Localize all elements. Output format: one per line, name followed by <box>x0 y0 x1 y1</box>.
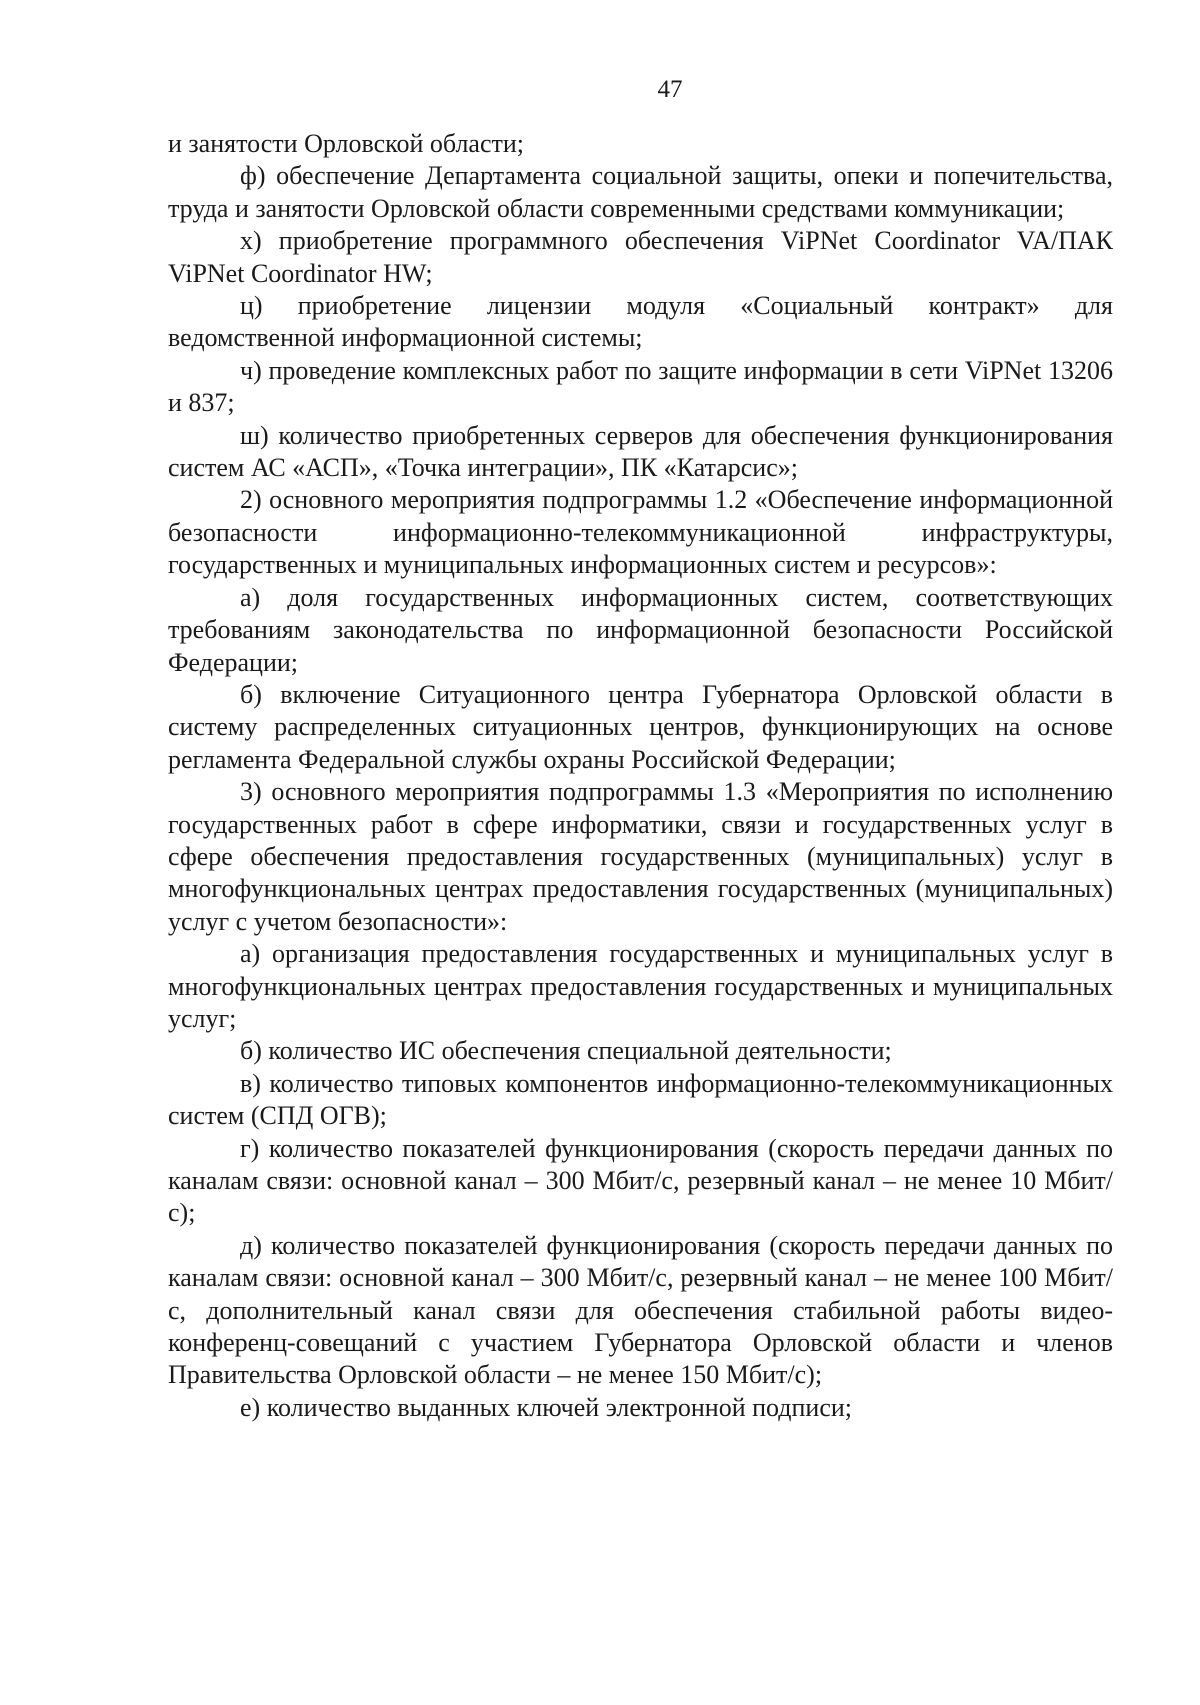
paragraph-item-ch: ч) проведение комплексных работ по защите информации в сети ViPNet 13206 и 837; <box>168 355 1113 418</box>
paragraph-continuation: и занятости Орловской области; <box>168 129 525 158</box>
paragraph-section-3-item-b: б) количество ИС обеспечения специальной деятельности; <box>240 1036 892 1066</box>
paragraph-section-3-item-a: а) организация предоставления государственных и муниципальных услуг в многофункциональных центрах предоставления государственных и муниципальных услуг; <box>168 939 1113 1033</box>
page-number: 47 <box>657 76 683 103</box>
paragraph-section-3-item-v: в) количество типовых компонентов информационно-телекоммуникационных систем (СПД ОГВ); <box>168 1068 1113 1131</box>
paragraph-item-f: ф) обеспечение Департамента социальной защиты, опеки и попечительства, труда и занятости Орловской области современными средствами коммуникации; <box>168 161 1113 223</box>
paragraph-item-sh: ш) количество приобретенных серверов для обеспечения функционирования систем АС «АСП», «Точка интеграции», ПК «Катарсис»; <box>168 420 1113 483</box>
paragraph-section-3: 3) основного мероприятия подпрограммы 1.3 «Мероприятия по исполнению государственных работ в сфере информатики, связи и государственных услуг в сфере обеспечения предоставления государственных (муниципальных) услуг в многофункциональных центрах предоставления государственных (муниципальных) услуг с учетом безопасности»: <box>168 777 1113 936</box>
paragraph-section-2: 2) основного мероприятия подпрограммы 1.2 «Обеспечение информационной безопасности информационно-телекоммуникационной инфраструктуры, государственных и муниципальных информационных систем и ресурсов»: <box>168 485 1113 580</box>
paragraph-section-2-item-a: а) доля государственных информационных систем, соответствующих требованиям законодательства по информационной безопасности Российской Федерации; <box>168 582 1113 677</box>
paragraph-section-2-item-b: б) включение Ситуационного центра Губернатора Орловской области в систему распределенных ситуационных центров, функционирующих на основе регламента Федеральной службы охраны Российской Федерации; <box>168 679 1113 774</box>
paragraph-item-kh: х) приобретение программного обеспечения ViPNet Coordinator VA/ПАК ViPNet Coordinator HW; <box>168 226 1113 288</box>
paragraph-section-3-item-g: г) количество показателей функционирования (скорость передачи данных по каналам связи: основной канал – 300 Мбит/с, резервный канал – не менее 10 Мбит/с); <box>168 1133 1113 1228</box>
paragraph-item-ts: ц) приобретение лицензии модуля «Социальный контракт» для ведомственной информационной системы; <box>168 291 1113 353</box>
paragraph-section-3-item-d: д) количество показателей функционирования (скорость передачи данных по каналам связи: основной канал – 300 Мбит/с, резервный канал – не менее 100 Мбит/с, дополнительный канал связи для обеспечения стабильной работы видео-конференц-совещаний с участием Губернатора Орловской области и членов Правительства Орловской области – не менее 150 Мбит/с); <box>168 1230 1113 1390</box>
paragraph-section-3-item-e: е) количество выданных ключей электронной подписи; <box>240 1392 853 1422</box>
document-body <box>168 128 1113 1424</box>
